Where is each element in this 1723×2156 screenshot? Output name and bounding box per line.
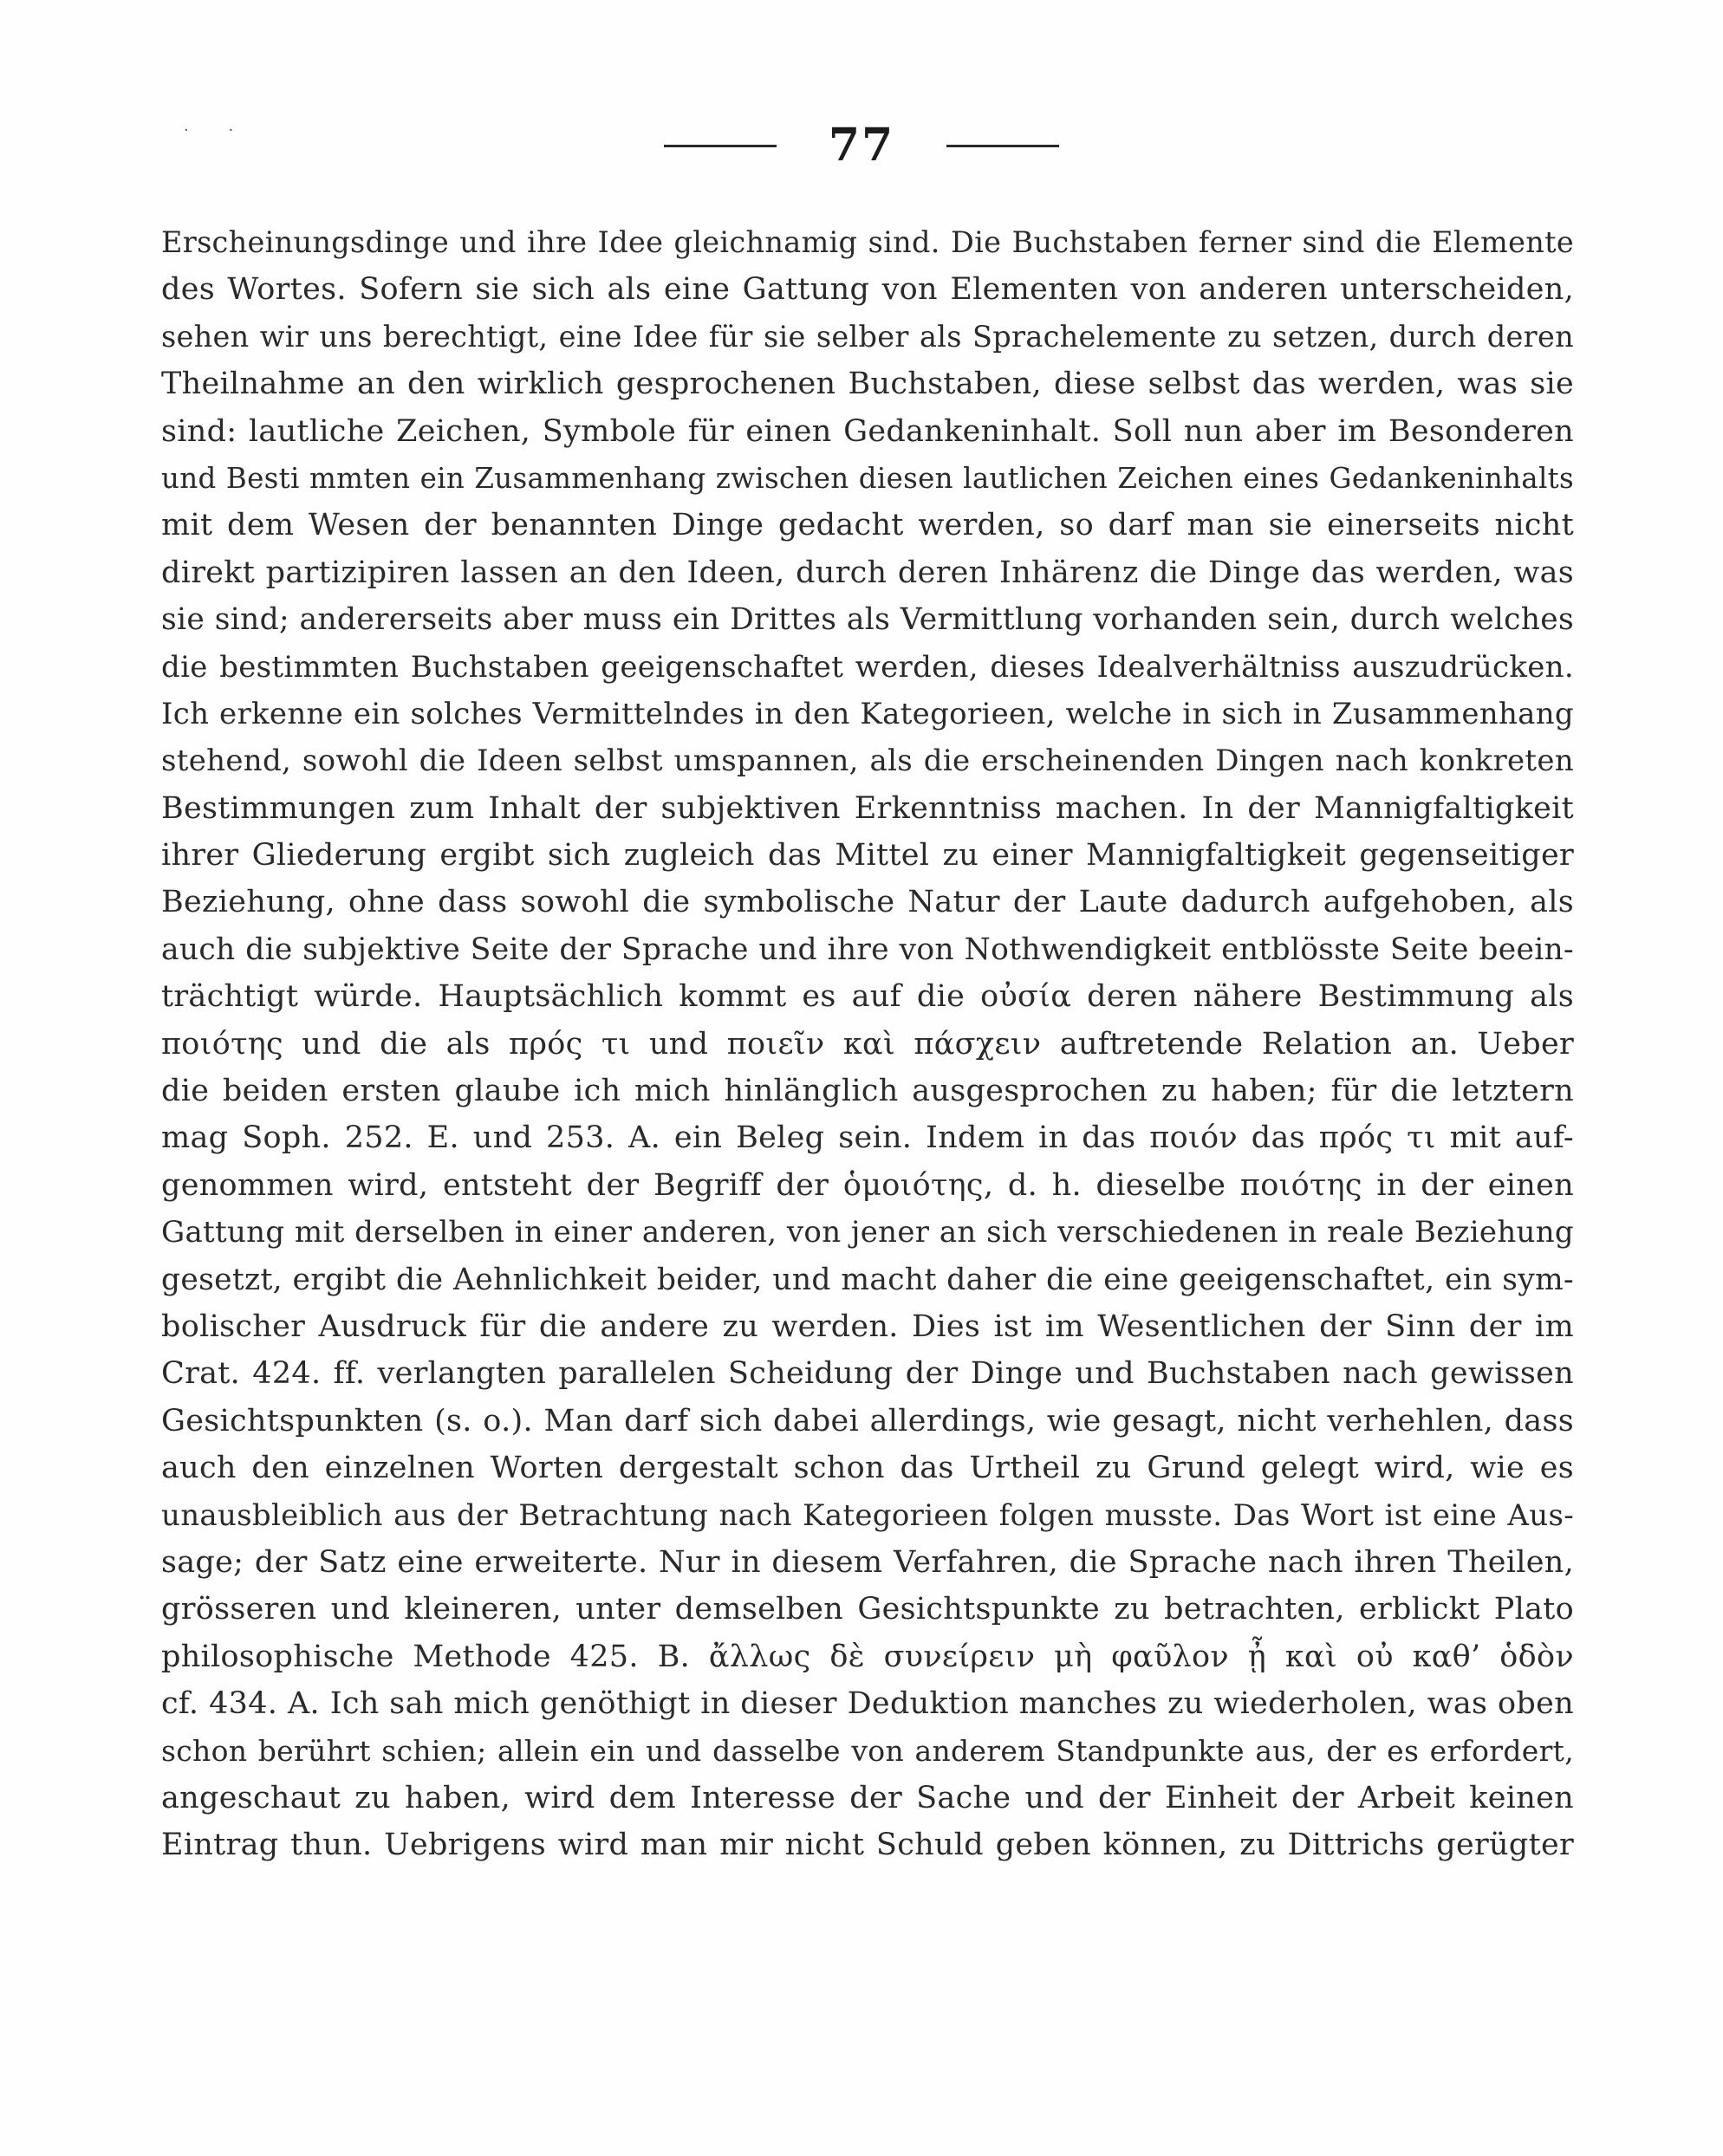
text-line: ποιότης und die als πρός τι und ποιεῖν καὶ πάσχειν auftretende Relation an. Ueber [161,1026,1574,1062]
page-number: 77 [828,119,895,172]
text-line: die bestimmten Buchstaben geeigenschaftet werden, dieses Idealverhältniss auszudrücken. [161,649,1574,685]
header-rule-left [664,145,777,147]
text-line: Beziehung, ohne dass sowohl die symbolische Natur der Laute dadurch aufgehoben, als [161,885,1574,920]
text-line: bolischer Ausdruck für die andere zu werden. Dies ist im Wesentlichen der Sinn der im [161,1309,1574,1344]
text-line: philosophische Methode 425. B. ἄλλως δὲ συνείρειν μὴ φαῦλον ᾖ καὶ οὐ καθ’ ὁδὸν [161,1639,1574,1674]
text-line: die beiden ersten glaube ich mich hinlänglich ausgesprochen zu haben; für die letztern [161,1074,1574,1109]
text-line: des Wortes. Sofern sie sich als eine Gattung von Elementen von anderen unterscheiden, [161,272,1574,308]
page-header [0,120,1723,172]
text-line: mag Soph. 252. E. und 253. A. ein Beleg sein. Indem in das ποιόν das πρός τι mit auf- [161,1120,1574,1156]
text-line: sehen wir uns berechtigt, eine Idee für sie selber als Sprachelemente zu setzen, durch deren [161,319,1574,354]
text-line: Erscheinungsdinge und ihre Idee gleichnamig sind. Die Buchstaben ferner sind die Elemente [161,225,1574,259]
text-line: Gattung mit derselben in einer anderen, von jener an sich verschiedenen in reale Beziehung [161,1215,1574,1250]
text-line: unausbleiblich aus der Betrachtung nach Kategorieen folgen musste. Das Wort ist eine Aus- [161,1497,1574,1533]
text-line: mit dem Wesen der benannten Dinge gedacht werden, so darf man sie einerseits nicht [161,508,1574,543]
text-line: gesetzt, ergibt die Aehnlichkeit beider, und macht daher die eine geeigenschaftet, ein sym- [161,1262,1574,1297]
text-line: genommen wird, entsteht der Begriff der ὁμοιότης, d. h. dieselbe ποιότης in der einen [161,1167,1574,1203]
body-text [161,219,1574,1869]
text-line: auch die subjektive Seite der Sprache und ihre von Nothwendigkeit entblösste Seite beein- [161,932,1574,967]
text-line: direkt partizipiren lassen an den Ideen, durch deren Inhärenz die Dinge das werden, was [161,555,1574,590]
text-line: sie sind; andererseits aber muss ein Drittes als Vermittlung vorhanden sein, durch welches [161,602,1574,638]
text-line: Gesichtspunkten (s. o.). Man darf sich dabei allerdings, wie gesagt, nicht verhehlen, dass [161,1403,1574,1438]
text-line: auch den einzelnen Worten dergestalt schon das Urtheil zu Grund gelegt wird, wie es [161,1451,1574,1486]
text-line: und Besti mmten ein Zusammenhang zwischen diesen lautlichen Zeichen eines Gedankeninhalts [161,461,1574,495]
text-line: Eintrag thun. Uebrigens wird man mir nicht Schuld geben können, zu Dittrichs gerügter [161,1828,1574,1863]
text-line: grösseren und kleineren, unter demselben Gesichtspunkte zu betrachten, erblickt Plato [161,1592,1574,1627]
text-line: Crat. 424. ff. verlangten parallelen Scheidung der Dinge und Buchstaben nach gewissen [161,1356,1574,1392]
text-line: angeschaut zu haben, wird dem Interesse der Sache und der Einheit der Arbeit keinen [161,1780,1574,1815]
text-line: sind: lautliche Zeichen, Symbole für einen Gedankeninhalt. Soll nun aber im Besonderen [161,413,1574,449]
text-line: Ich erkenne ein solches Vermittelndes in den Kategorieen, welche in sich in Zusammenhang [161,696,1574,731]
header-rule-right [946,145,1059,147]
text-line: Theilnahme an den wirklich gesprochenen Buchstaben, diese selbst das werden, was sie [161,367,1574,402]
text-line: cf. 434. A. Ich sah mich genöthigt in dieser Deduktion manches zu wiederholen, was oben [161,1686,1574,1722]
print-specks: · · [184,121,251,140]
text-line: trächtigt würde. Hauptsächlich kommt es auf die οὐσία deren nähere Bestimmung als [161,979,1574,1015]
text-line: stehend, sowohl die Ideen selbst umspannen, als die erscheinenden Dingen nach konkreten [161,744,1574,779]
text-line: Bestimmungen zum Inhalt der subjektiven Erkenntniss machen. In der Mannigfaltigkeit [161,790,1574,826]
text-line: ihrer Gliederung ergibt sich zugleich das Mittel zu einer Mannigfaltigkeit gegenseitiger [161,838,1574,873]
text-line: schon berührt schien; allein ein und dasselbe von anderem Standpunkte aus, der es erfordert, [161,1733,1574,1768]
text-line: sage; der Satz eine erweiterte. Nur in diesem Verfahren, die Sprache nach ihren Theilen, [161,1544,1574,1580]
